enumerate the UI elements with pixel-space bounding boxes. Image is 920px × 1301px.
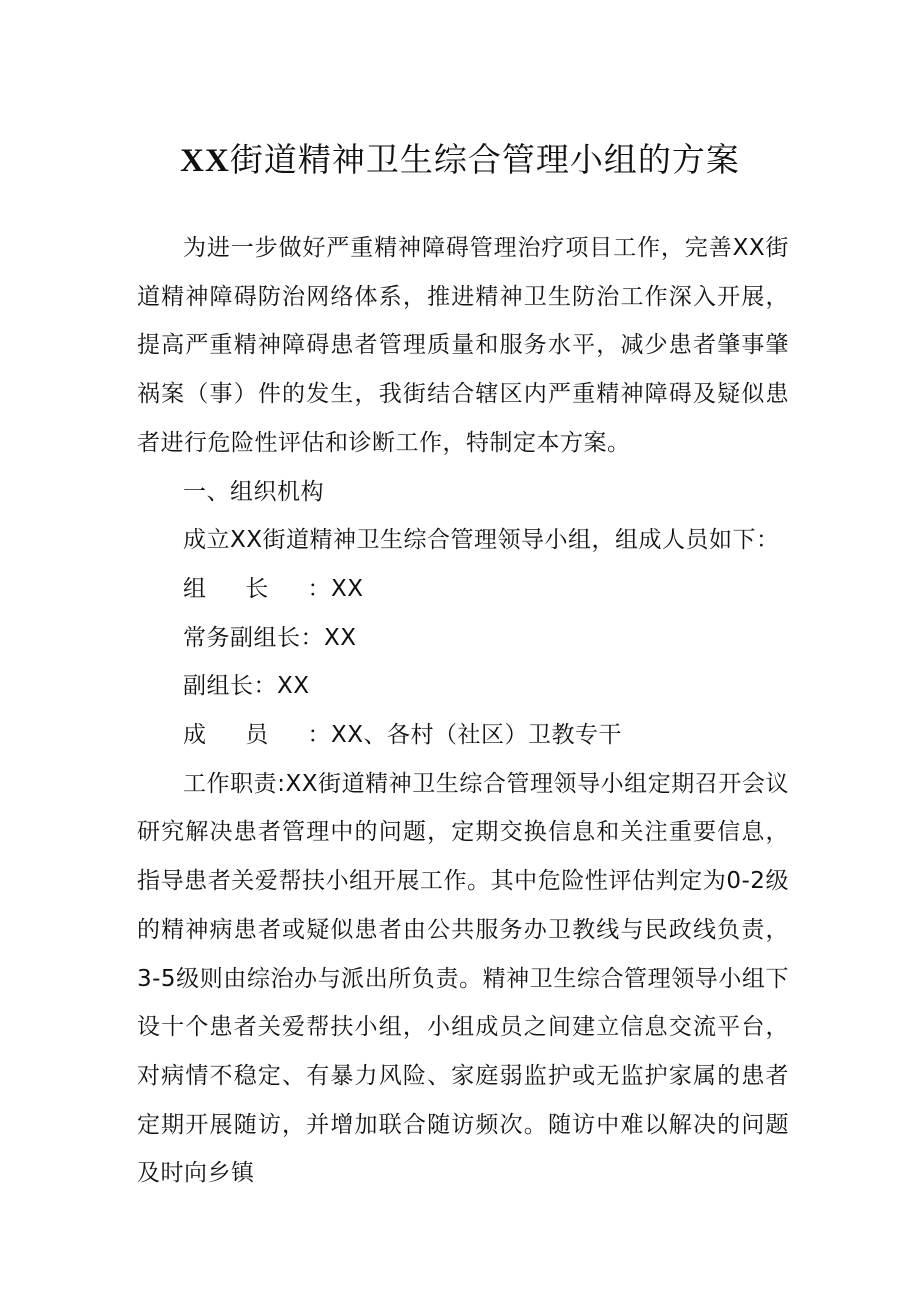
section-lead-paragraph: 成立XX街道精神卫生综合管理领导小组，组成人员如下： (183, 527, 780, 554)
member-role: 副组长： (183, 673, 277, 700)
member-row-executive-deputy (137, 614, 789, 663)
member-role: 成员： (183, 722, 331, 749)
title-text: 街道精神卫生综合管理小组的方案 (229, 140, 740, 179)
intro-paragraph: 为进一步做好严重精神障碍管理治疗项目工作，完善XX街道精神障碍防治网络体系，推进精神卫生防治工作深入开展，提高严重精神障碍患者管理质量和服务水平，减少患者肇事肇祸案（事）件的发生，我街结合辖区内严重精神障碍及疑似患者进行危险性评估和诊断工作，特制定本方案。 (137, 235, 789, 456)
member-value: XX (331, 575, 364, 602)
member-value: XX (324, 624, 357, 651)
title-prefix: XX (180, 143, 230, 179)
member-role: 常务副组长： (183, 624, 324, 651)
document-title (0, 134, 920, 187)
document-body (137, 224, 789, 1198)
member-row-leader (137, 565, 789, 614)
member-value: XX、各村（社区）卫教专干 (331, 722, 623, 749)
duties-paragraph: 工作职责:XX街道精神卫生综合管理领导小组定期召开会议研究解决患者管理中的问题，定期交换信息和关注重要信息，指导患者关爱帮扶小组开展工作。其中危险性评估判定为0-2级的精神病患者或疑似患者由公共服务办卫教线与民政线负责，3-5级则由综治办与派出所负责。精神卫生综合管理领导小组下设十个患者关爱帮扶小组，小组成员之间建立信息交流平台，对病情不稳定、有暴力风险、家庭弱监护或无监护家属的患者定期开展随访，并增加联合随访频次。随访中难以解决的问题及时向乡镇 (137, 770, 789, 1187)
member-value: XX (277, 673, 310, 700)
section-heading: 一、组织机构 (183, 478, 324, 505)
member-role: 组长： (183, 575, 331, 602)
member-row-members (137, 711, 789, 760)
member-row-deputy (137, 662, 789, 711)
